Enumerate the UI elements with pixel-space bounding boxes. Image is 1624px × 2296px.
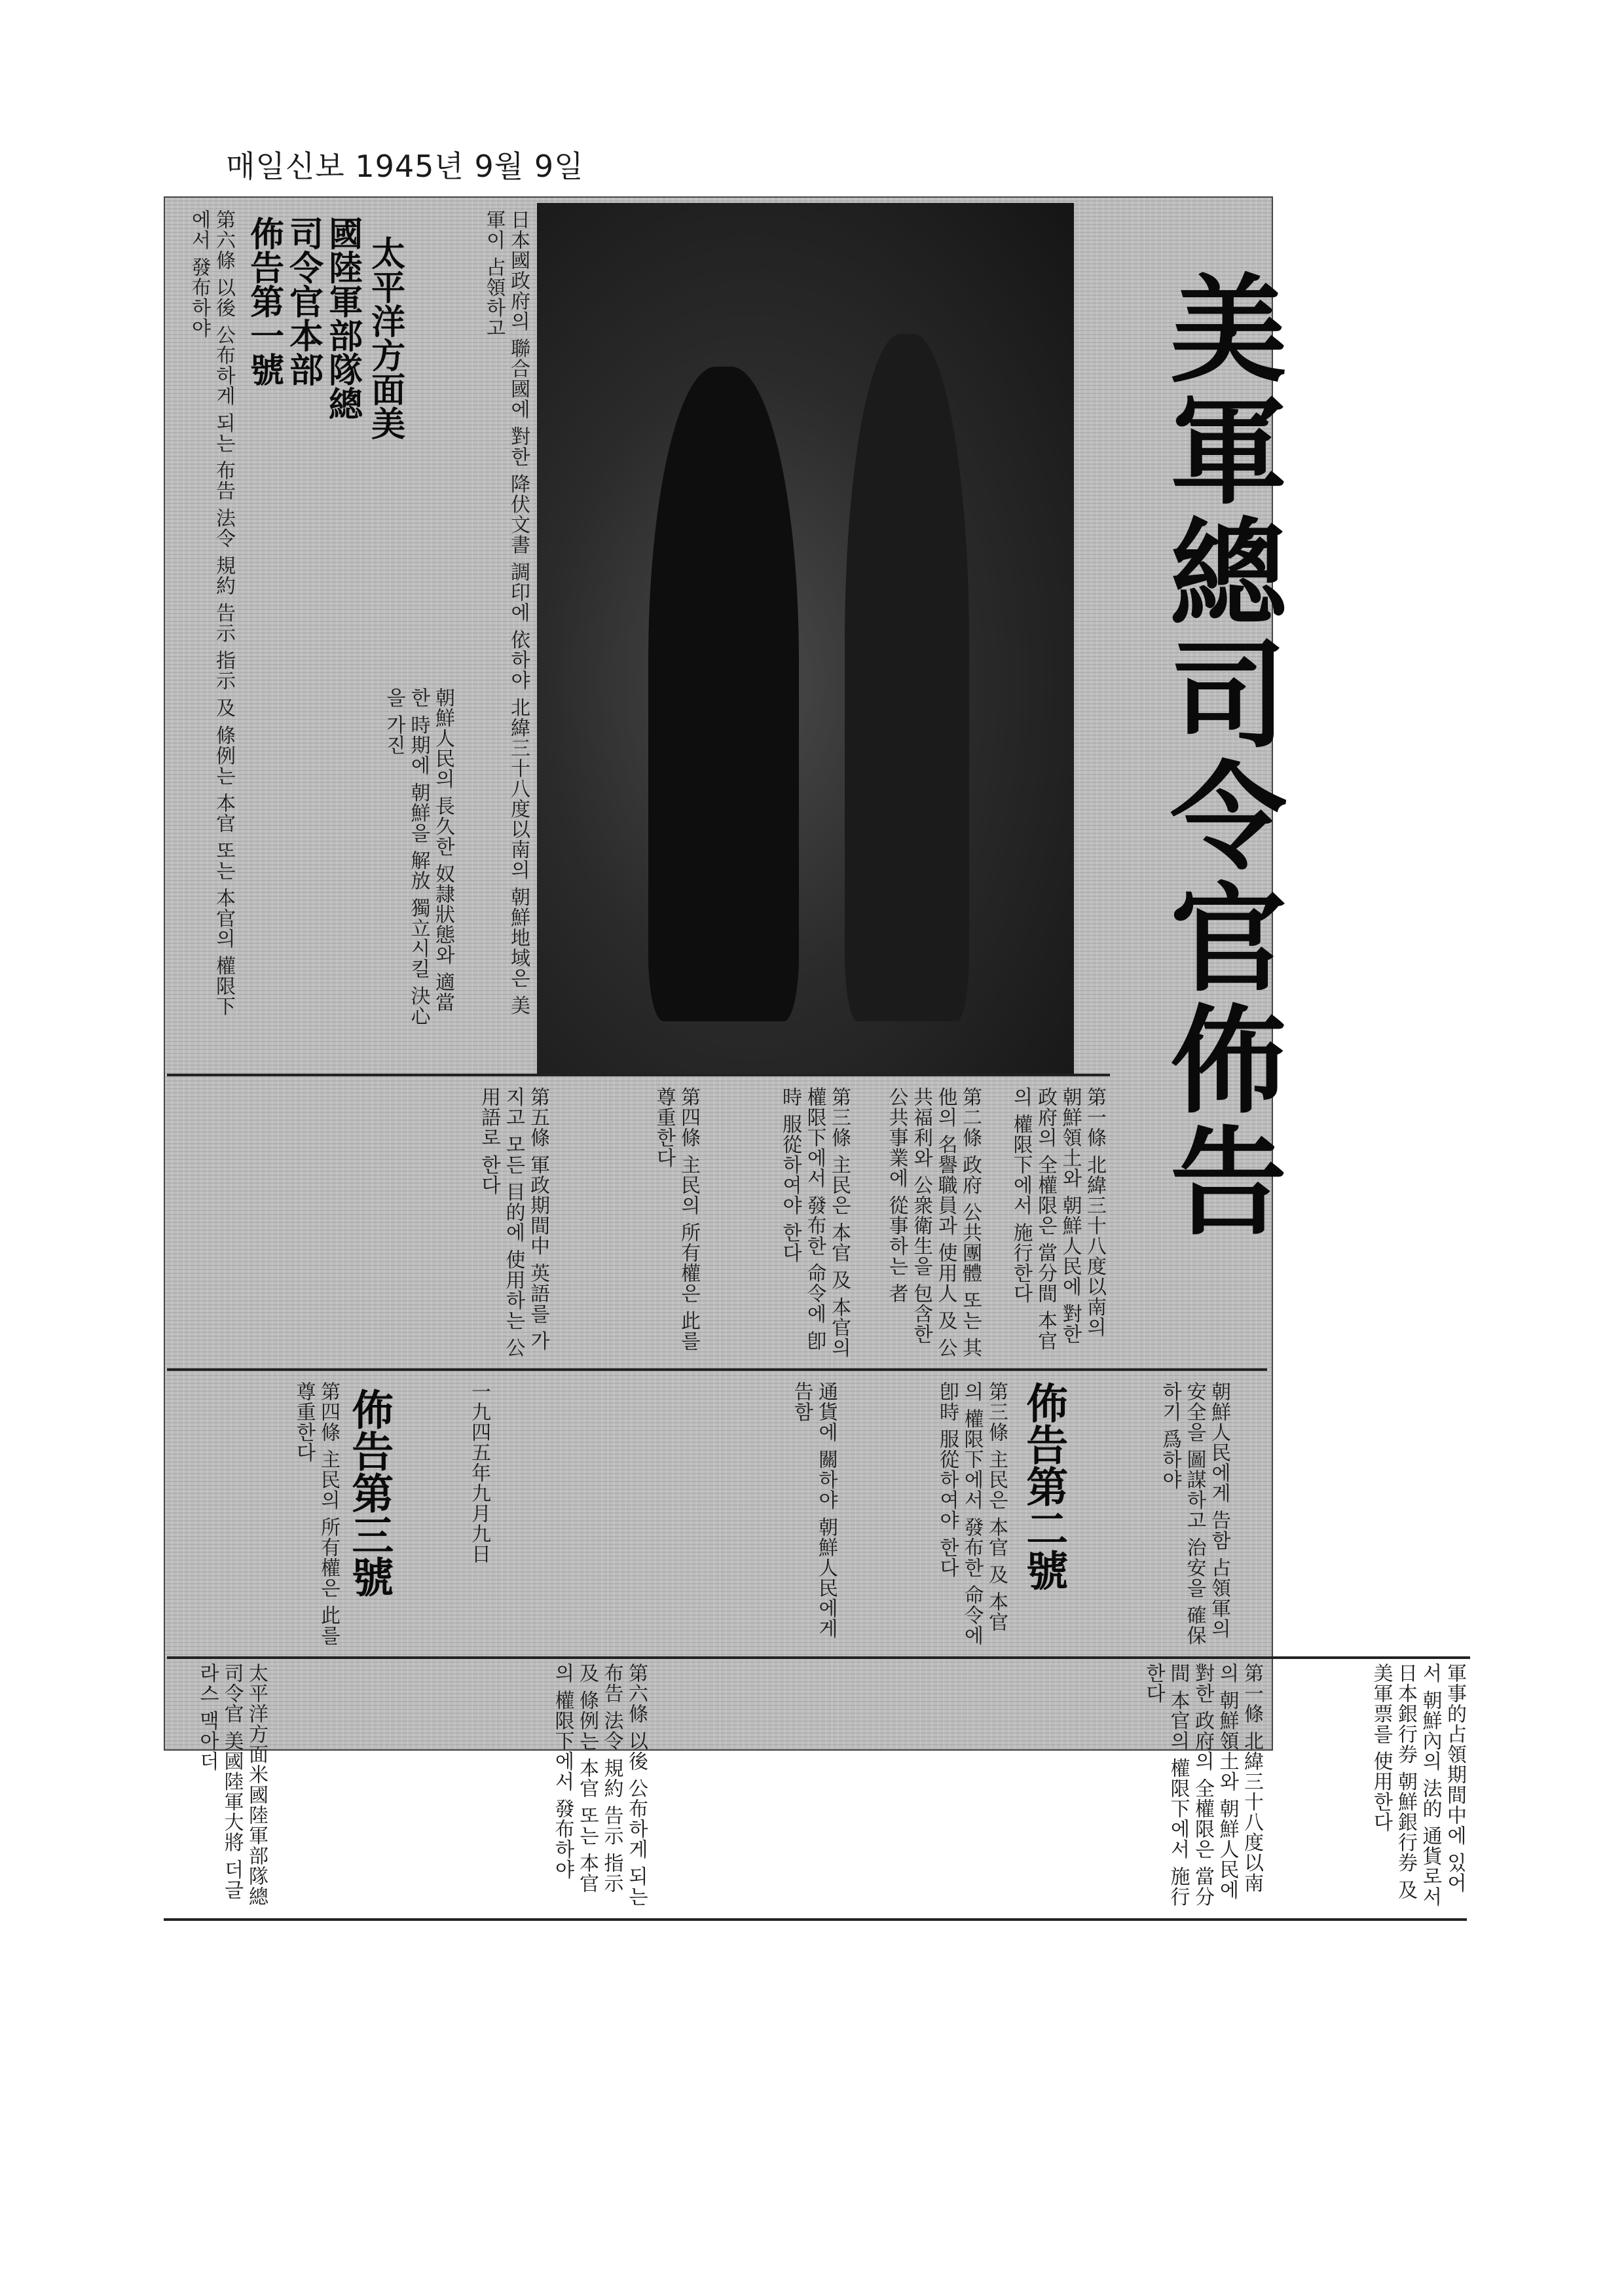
notice1-heading-line2: 國陸軍部隊總 xyxy=(322,216,363,420)
notice1-heading-line4: 佈告第一號 xyxy=(244,216,284,386)
photo-figure-right xyxy=(845,334,969,1021)
news-photograph xyxy=(537,203,1074,1074)
notice1-heading-line3: 司令官本部 xyxy=(283,216,323,386)
notice3-date: 一九四五年九月九日 xyxy=(468,1381,490,1564)
document-caption: 매일신보 1945년 9월 9일 xyxy=(226,149,584,184)
main-headline: 美軍總司令官佈告 xyxy=(1151,268,1287,1243)
article-column: 第一條 北緯三十八度以南의 朝鮮領土와 朝鮮人民에 對한 政府의 全權限은 當分間 本官의 權限下에서 施行한다 xyxy=(1009,1087,1106,1351)
lower-article: 軍事的占領期間中에 있어서 朝鮮內의 法的 通貨로서 日本銀行券 朝鮮銀行券 及 美軍票를 使用한다 xyxy=(1369,1663,1466,1907)
notice3-title: 佈告第三號 xyxy=(344,1388,394,1597)
bottom-rule xyxy=(164,1918,1467,1921)
article-column: 第二條 政府 公共團體 또는 其他의 名譽職員과 使用人 及 公共福利와 公衆衛生을 包含한 公共事業에 從事하는 者 xyxy=(885,1087,982,1358)
lower-article: 第一條 北緯三十八度以南의 朝鮮領土와 朝鮮人民에 對한 政府의 全權限은 當分間 本官의 權限下에서 施行한다 xyxy=(1142,1663,1263,1907)
signature-line: 太平洋方面米國陸軍部隊總司令官 美國陸軍大將 더글라스 맥아더 xyxy=(196,1663,268,1906)
article-column: 第六條 以後 公布하게 되는 布告 法令 規約 告示 指示 及 條例는 本官 또는 本官의 權限下에서 發布하야 xyxy=(187,210,235,1017)
section-divider xyxy=(167,1074,1110,1076)
notice1-heading-line1: 太平洋方面美 xyxy=(365,236,405,440)
section-divider xyxy=(167,1368,1267,1371)
notice3-body: 第四條 主民의 所有權은 此를 尊重한다 xyxy=(292,1381,340,1646)
notice3-body: 通貨에 關하야 朝鮮人民에게 告함 xyxy=(790,1381,838,1639)
section-divider xyxy=(167,1656,1470,1659)
notice2-title: 佈告第二號 xyxy=(1019,1381,1069,1591)
photo-figure-left xyxy=(648,367,799,1021)
notice2-body: 朝鮮人民에게 告함 占領軍의 安全을 圖謀하고 治安을 確保하기 爲하야 xyxy=(1158,1381,1230,1646)
article-column: 日本國政府의 聯合國에 對한 降伏文書 調印에 依하야 北緯三十八度以南의 朝鮮地域은 美軍이 占領하고 xyxy=(482,210,530,1016)
lower-article: 第六條 以後 公布하게 되는 布告 法令 規約 告示 指示 及 條例는 本官 또는 本官의 權限下에서 發布하야 xyxy=(551,1663,648,1907)
article-column: 第五條 軍政期間中 英語를 가지고 모든 目的에 使用하는 公用語로 한다 xyxy=(477,1087,549,1358)
article-column: 朝鮮人民의 長久한 奴隷狀態와 適當한 時期에 朝鮮을 解放 獨立시킬 決心을 가진 xyxy=(382,687,454,1027)
notice2-body: 第三條 主民은 本官 及 本官의 權限下에서 發布한 命令에 卽時 服從하여야 한다 xyxy=(936,1381,1008,1646)
article-column: 第四條 主民의 所有權은 此를 尊重한다 xyxy=(652,1087,700,1351)
article-column: 第三條 主民은 本官 及 本官의 權限下에서 發布한 命令에 卽時 服從하여야 한다 xyxy=(779,1087,851,1358)
